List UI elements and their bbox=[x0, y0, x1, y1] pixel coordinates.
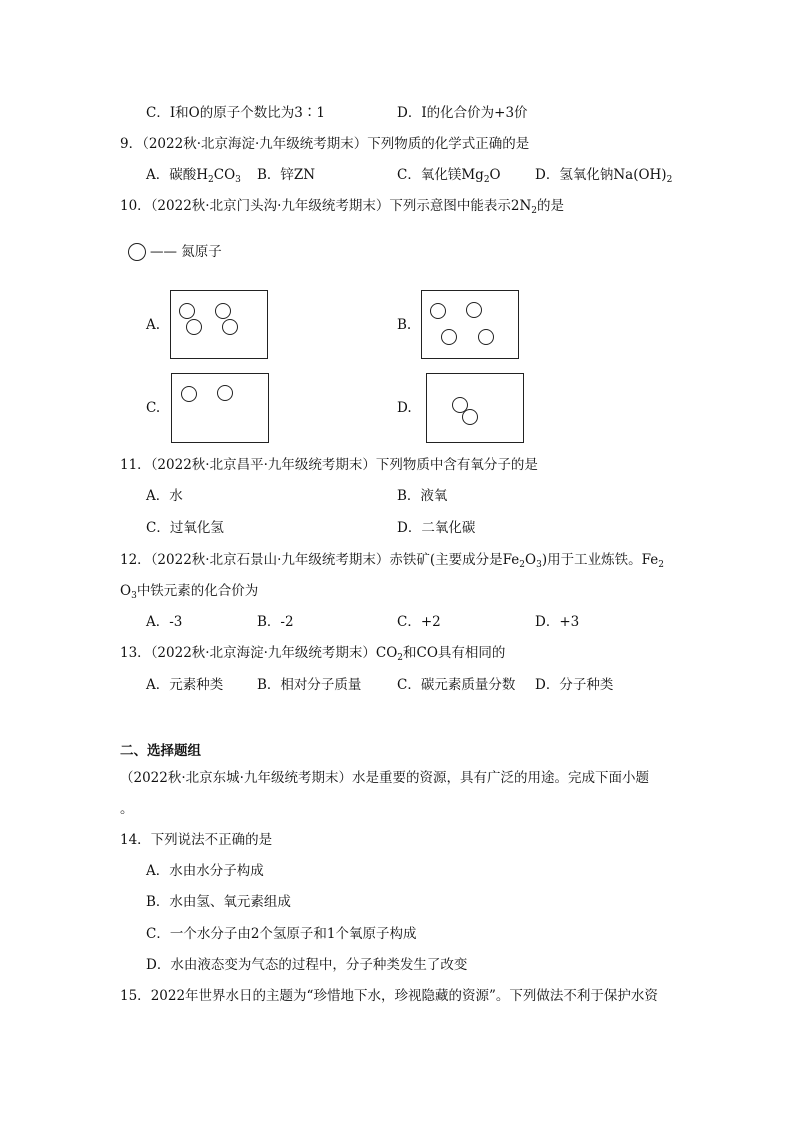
diagram-label-b: B. bbox=[397, 317, 412, 333]
atom bbox=[217, 385, 233, 401]
atom bbox=[179, 303, 195, 319]
q11-option-a: A．水 bbox=[146, 488, 183, 504]
question-number: 13． bbox=[120, 645, 151, 661]
q12-option-a: A．-3 bbox=[146, 614, 183, 630]
atom bbox=[478, 329, 494, 345]
diagram-b-box bbox=[421, 290, 519, 359]
atom bbox=[430, 303, 446, 319]
atom bbox=[466, 302, 482, 318]
atom bbox=[441, 329, 457, 345]
atom bbox=[181, 386, 197, 402]
q8-option-c: C．I和O的原子个数比为3∶1 bbox=[146, 105, 325, 121]
question-number: 9． bbox=[120, 136, 143, 152]
q14-option-b: B．水由氢、氧元素组成 bbox=[146, 894, 291, 910]
q9-option-a: A．碳酸$H_2CO_3$ bbox=[146, 167, 241, 185]
q15-stem: 15．2022年世界水日的主题为“珍惜地下水，珍视隐藏的资源”。下列做法不利于保护水资 bbox=[120, 988, 658, 1004]
q9-option-d: D．氢氧化钠$Na(OH)_2$ bbox=[535, 167, 673, 185]
atom bbox=[215, 303, 231, 319]
q12-option-c: C．+2 bbox=[397, 614, 441, 630]
q14-option-d: D．水由液态变为气态的过程中，分子种类发生了改变 bbox=[146, 957, 468, 973]
atom bbox=[462, 409, 478, 425]
q11-option-d: D．二氧化碳 bbox=[397, 520, 476, 536]
diagram-a-box bbox=[170, 290, 268, 359]
q14-stem: 14．下列说法不正确的是 bbox=[120, 832, 273, 848]
q14-option-c: C．一个水分子由2个氢原子和1个氧原子构成 bbox=[146, 926, 417, 942]
q11-option-b: B．液氧 bbox=[397, 488, 448, 504]
diagram-d-box bbox=[426, 373, 524, 443]
question-number: 15． bbox=[120, 988, 151, 1004]
question-number: 12． bbox=[120, 552, 151, 568]
q10-stem: 10．（2022秋·北京门头沟·九年级统考期末）下列示意图中能表示$2N_2$的是 bbox=[120, 198, 565, 216]
section-intro: （2022秋·北京东城·九年级统考期末）水是重要的资源，具有广泛的用途。完成下面小题 bbox=[120, 770, 649, 786]
q9-stem bbox=[120, 135, 529, 153]
question-text: （2022秋·北京海淀·九年级统考期末）下列物质的化学式正确的是 bbox=[142, 136, 530, 152]
q12-option-d: D．+3 bbox=[535, 614, 580, 630]
q12-stem-continued: $O_3$中铁元素的化合价为 bbox=[120, 583, 259, 601]
section-intro-continued: 。 bbox=[120, 801, 134, 817]
nitrogen-atom-legend-icon bbox=[128, 243, 146, 261]
q11-stem: 11．（2022秋·北京昌平·九年级统考期末）下列物质中含有氧分子的是 bbox=[120, 457, 538, 473]
q13-option-b: B．相对分子质量 bbox=[257, 677, 362, 693]
diagram-c-box bbox=[171, 373, 269, 443]
legend-label: —— 氮原子 bbox=[150, 244, 222, 260]
q8-option-d: D．I的化合价为+3价 bbox=[397, 105, 528, 121]
q11-option-c: C．过氧化氢 bbox=[146, 520, 224, 536]
q13-option-c: C．碳元素质量分数 bbox=[397, 677, 516, 693]
question-number: 11． bbox=[120, 457, 151, 473]
diagram-label-a: A. bbox=[146, 317, 161, 333]
question-number: 10． bbox=[120, 198, 151, 214]
section-title: 二、选择题组 bbox=[120, 743, 201, 759]
q13-option-d: D．分子种类 bbox=[535, 677, 614, 693]
q14-option-a: A．水由水分子构成 bbox=[146, 863, 264, 879]
q13-stem: 13．（2022秋·北京海淀·九年级统考期末）$CO_2$和CO具有相同的 bbox=[120, 645, 506, 663]
q13-option-a: A．元素种类 bbox=[146, 677, 224, 693]
diagram-label-c: C. bbox=[146, 400, 161, 416]
q9-option-c: C．氧化镁$Mg_2O$ bbox=[397, 167, 501, 185]
q12-stem: 12．（2022秋·北京石景山·九年级统考期末）赤铁矿(主要成分是$Fe_2O_3$)用于工业炼铁。$Fe_2$ bbox=[120, 552, 664, 570]
question-number: 14． bbox=[120, 832, 151, 848]
atom bbox=[186, 319, 202, 335]
q12-option-b: B．-2 bbox=[257, 614, 294, 630]
q9-option-b: B．锌ZN bbox=[257, 167, 316, 183]
diagram-label-d: D. bbox=[397, 400, 412, 416]
atom bbox=[222, 319, 238, 335]
